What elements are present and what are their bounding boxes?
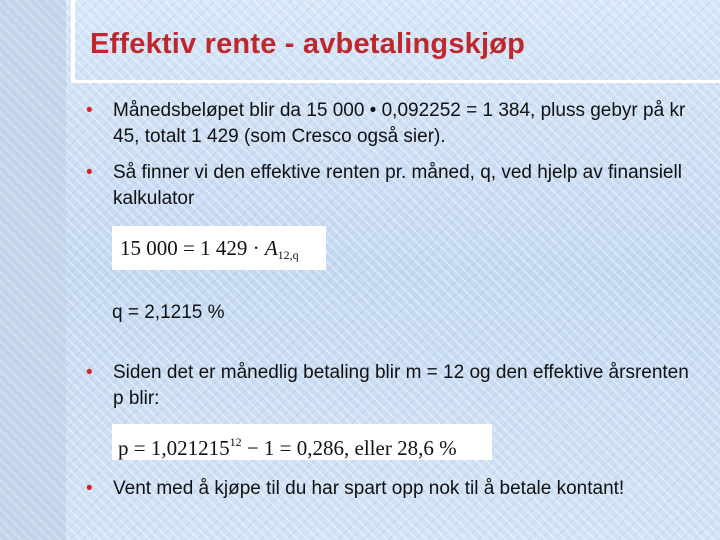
formula-lhs: 15 000 = 1 429 · [120, 236, 265, 260]
bullet-marker: • [86, 100, 93, 121]
bullet-marker: • [86, 362, 93, 383]
slide-title: Effektiv rente - avbetalingskjøp [90, 28, 526, 60]
bullet-item [86, 476, 696, 502]
bullet-text: Så finner vi den effektive renten pr. måned, q, ved hjelp av finansiell kalkulator [113, 162, 682, 209]
bullet-marker: • [86, 162, 93, 183]
bullet-text: Vent med å kjøpe til du har spart opp nok til å betale kontant! [113, 478, 625, 499]
bullet-item [86, 98, 696, 150]
q-result: q = 2,1215 % [112, 302, 225, 323]
bullet-item [86, 360, 696, 412]
bullet-item [86, 160, 696, 212]
bullet-text: Siden det er månedlig betaling blir m = 12 og den effektive årsrenten p blir: [113, 362, 689, 409]
effective-rate-formula [112, 424, 492, 460]
formula-subscript: 12,q [277, 248, 299, 262]
formula-exponent: 12 [229, 435, 242, 449]
formula-variable: A [264, 236, 278, 260]
annuity-formula [112, 226, 326, 270]
formula-prefix: p = 1,021215 [118, 436, 230, 460]
formula-suffix: − 1 = 0,286, eller 28,6 % [241, 436, 457, 460]
bullet-marker: • [86, 478, 93, 499]
bullet-text: Månedsbeløpet blir da 15 000 • 0,092252 = 1 384, pluss gebyr på kr 45, totalt 1 429 (som Cresco også sier). [113, 100, 686, 147]
